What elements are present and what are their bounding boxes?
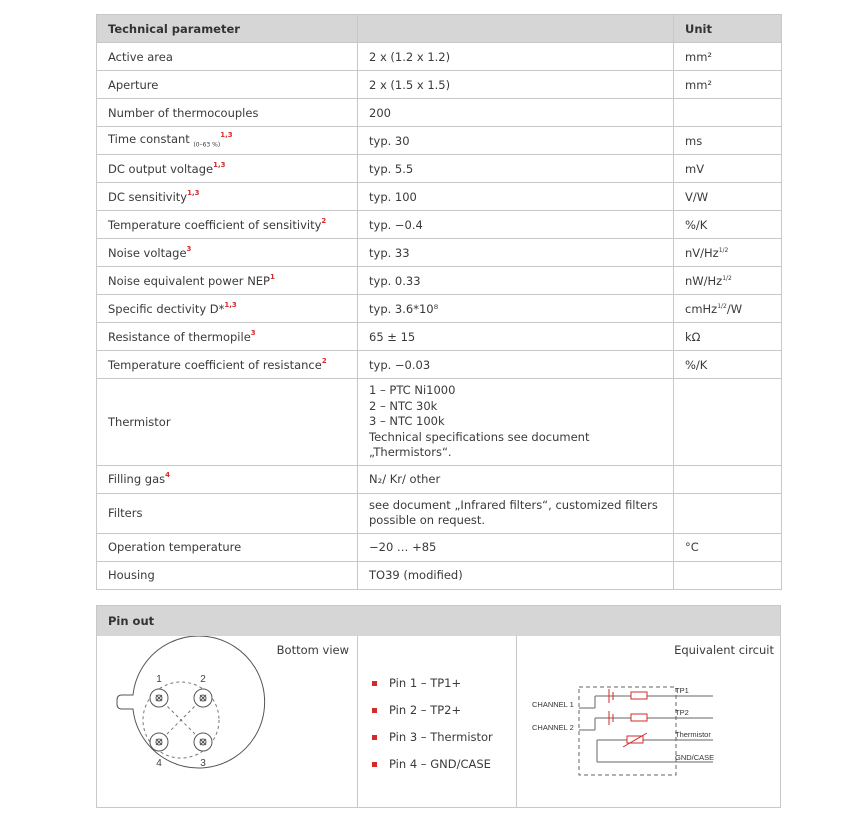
pin-number-4: 4 — [156, 758, 162, 769]
bottom-view-cell — [97, 636, 358, 807]
unit-cell: ms — [674, 127, 782, 155]
param-cell: Thermistor — [97, 379, 358, 466]
footnote-ref: 4 — [165, 471, 171, 479]
table-row — [97, 211, 782, 239]
bullet-icon — [372, 735, 377, 740]
table-row — [97, 493, 782, 533]
footnote-ref: 1,3 — [187, 188, 200, 197]
thermistor-label: Thermistor — [675, 730, 711, 739]
value-cell: typ. 100 — [358, 183, 674, 211]
bullet-icon — [372, 708, 377, 713]
circuit-caption: Equivalent circuit — [674, 643, 774, 657]
pin-list-cell — [358, 636, 517, 807]
unit-cell: mm² — [674, 43, 782, 71]
value-cell: TO39 (modified) — [358, 561, 674, 589]
unit-cell: mm² — [674, 71, 782, 99]
bullet-icon — [372, 681, 377, 686]
unit-cell — [674, 493, 782, 533]
value-cell: typ. 5.5 — [358, 155, 674, 183]
param-cell: Temperature coefficient of sensitivity$^2$ — [97, 211, 358, 239]
bottom-view-drawing — [97, 636, 358, 808]
table-row — [97, 465, 782, 493]
table-row — [97, 43, 782, 71]
footnote-ref: 2 — [321, 216, 327, 225]
header-unit: Unit — [674, 15, 782, 43]
footnote-ref: 1 — [270, 272, 275, 281]
pin-number-3: 3 — [200, 758, 206, 769]
param-cell: Operation temperature — [97, 533, 358, 561]
param-cell: Active area — [97, 43, 358, 71]
pin-4 — [150, 733, 168, 751]
table-row — [97, 239, 782, 267]
tp2-label: TP2 — [675, 708, 689, 717]
param-cell: Number of thermocouples — [97, 99, 358, 127]
list-item: Pin 1 – TP1+ — [372, 676, 493, 703]
table-row — [97, 99, 782, 127]
value-cell: 200 — [358, 99, 674, 127]
pin-number-1: 1 — [156, 674, 162, 685]
param-cell: Time constant $_{(0-63 \%)}^{1,3}$ — [97, 127, 358, 155]
unit-cell: $nW/Hz^{1/2}$ — [674, 267, 782, 295]
value-cell: 2 x (1.5 x 1.5) — [358, 71, 674, 99]
value-cell: typ. 0.33 — [358, 267, 674, 295]
value-cell: typ. 30 — [358, 127, 674, 155]
param-cell: Filling gas$^4$ — [97, 465, 358, 493]
value-cell: 1 – PTC Ni1000 2 – NTC 30k 3 – NTC 100k Technical specifications see document „Thermistors“. — [358, 379, 674, 466]
value-cell: typ. −0.03 — [358, 351, 674, 379]
table-row — [97, 561, 782, 589]
footnote-ref: 1,3 — [220, 131, 233, 140]
value-cell: typ. 33 — [358, 239, 674, 267]
table-row — [97, 71, 782, 99]
param-cell: DC output voltage$^{1,3}$ — [97, 155, 358, 183]
pin-1 — [150, 689, 168, 707]
technical-parameter-table — [96, 14, 782, 590]
tp1-label: TP1 — [675, 686, 689, 695]
unit-cell: mV — [674, 155, 782, 183]
unit-cell — [674, 465, 782, 493]
param-cell: Noise voltage$^3$ — [97, 239, 358, 267]
unit-cell: cmHz$^{1/2}$/W — [674, 295, 782, 323]
circuit-cell — [517, 636, 780, 807]
table-row — [97, 127, 782, 155]
gnd-label: GND/CASE — [675, 753, 715, 762]
unit-cell: %/K — [674, 351, 782, 379]
table-row — [97, 533, 782, 561]
unit-cell: °C — [674, 533, 782, 561]
header-value — [358, 15, 674, 43]
unit-cell: kΩ — [674, 323, 782, 351]
list-item: Pin 3 – Thermistor — [372, 730, 493, 757]
param-cell: Filters — [97, 493, 358, 533]
bottom-view-caption: Bottom view — [276, 643, 349, 657]
pin-3 — [194, 733, 212, 751]
footnote-ref: 3 — [250, 328, 256, 337]
footnote-ref: 2 — [321, 356, 327, 365]
value-cell: 65 ± 15 — [358, 323, 674, 351]
param-cell: Resistance of thermopile$^3$ — [97, 323, 358, 351]
pin-2 — [194, 689, 212, 707]
list-item: Pin 4 – GND/CASE — [372, 757, 493, 784]
unit-cell — [674, 99, 782, 127]
unit-cell: $nV/Hz^{1/2}$ — [674, 239, 782, 267]
pin-list — [372, 676, 493, 784]
param-cell: Noise equivalent power NEP$^1$ — [97, 267, 358, 295]
header-param: Technical parameter — [97, 15, 358, 43]
param-cell: Aperture — [97, 71, 358, 99]
channel-2-label: CHANNEL 2 — [532, 723, 574, 732]
table-row — [97, 295, 782, 323]
param-cell: Temperature coefficient of resistance$^2$ — [97, 351, 358, 379]
value-cell: 2 x (1.2 x 1.2) — [358, 43, 674, 71]
footnote-ref: 1,3 — [213, 160, 226, 169]
table-row — [97, 155, 782, 183]
param-cell: Specific dectivity D*$^{1,3}$ — [97, 295, 358, 323]
param-cell: Housing — [97, 561, 358, 589]
value-cell: typ. 3.6*10⁸ — [358, 295, 674, 323]
table-row — [97, 379, 782, 466]
footnote-ref: 1,3 — [224, 300, 237, 309]
unit-cell: %/K — [674, 211, 782, 239]
value-cell: see document „Infrared filters“, customized filters possible on request. — [358, 493, 674, 533]
value-cell: typ. −0.4 — [358, 211, 674, 239]
channel-1-label: CHANNEL 1 — [532, 700, 574, 709]
pin-out-title: Pin out — [97, 606, 780, 636]
list-item: Pin 2 – TP2+ — [372, 703, 493, 730]
value-cell: N₂/ Kr/ other — [358, 465, 674, 493]
equivalent-circuit-drawing — [517, 636, 780, 808]
param-cell: DC sensitivity$^{1,3}$ — [97, 183, 358, 211]
pin-out-panel — [96, 605, 781, 808]
unit-cell — [674, 379, 782, 466]
table-row — [97, 323, 782, 351]
table-header-row — [97, 15, 782, 43]
unit-cell — [674, 561, 782, 589]
unit-cell: V/W — [674, 183, 782, 211]
value-cell: −20 … +85 — [358, 533, 674, 561]
footnote-ref: 3 — [186, 244, 192, 253]
table-body — [97, 43, 782, 590]
pin-number-2: 2 — [200, 674, 206, 685]
table-row — [97, 183, 782, 211]
table-row — [97, 267, 782, 295]
table-row — [97, 351, 782, 379]
bullet-icon — [372, 762, 377, 767]
